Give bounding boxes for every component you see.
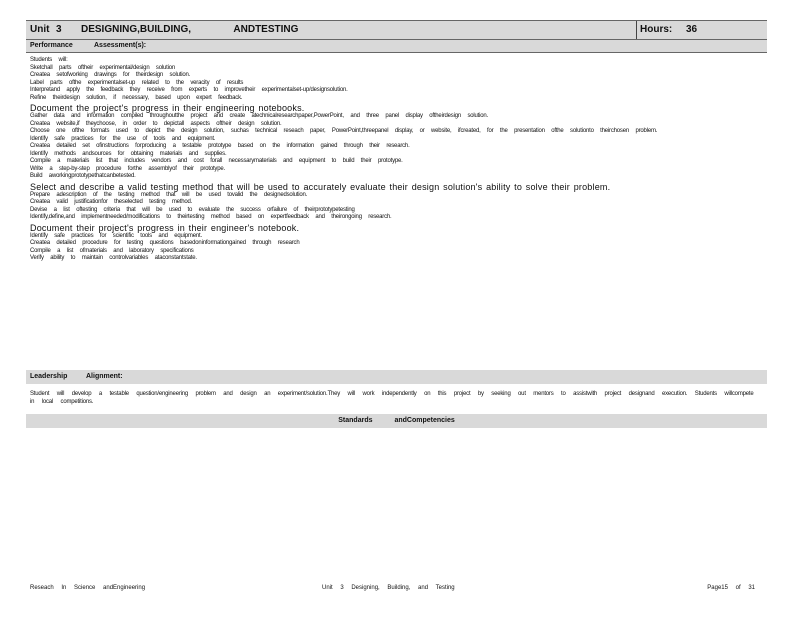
unit-title: DESIGNING,BUILDING, ANDTESTING	[81, 24, 299, 35]
performance-line: Createa detailed procedure for testing questions basedoninformationgained through research	[30, 240, 300, 246]
header-divider	[636, 21, 637, 39]
performance-line: Sketchall parts oftheir experimental/design solution	[30, 64, 176, 71]
standards-label: Standards andCompetencies	[338, 417, 455, 424]
leadership-text: Student will develop a testable question/engineering problem and design an experiment/solution.They will work independently on this project by seeking out mentors to assistwith project designand execution. Students willcompete in local competitions.	[30, 391, 754, 405]
performance-line: Students will:	[30, 57, 68, 63]
leadership-label: Leadership	[30, 373, 68, 380]
unit-header-bar	[26, 20, 767, 40]
performance-line: Choose one ofthe formats used to depict the design solution, suchas technical reseach paper, PowerPoint,threepanel display, or website, ifcreated, for the presentation ofthe solutionto theirchosen problem.	[30, 128, 658, 134]
page-footer	[30, 583, 755, 593]
performance-line: Createa detailed set ofinstructions forproducing a testable prototype based on the information gained through their research.	[30, 143, 410, 149]
section-heading: Select and describe a valid testing method that will be used to accurately evaluate their design solution's ability to solve their problem.	[30, 181, 611, 192]
unit-number: 3	[56, 24, 62, 35]
performance-line: Verify ability to maintain controlvariables ataconstantstate.	[30, 255, 197, 261]
hours-label: Hours:	[640, 24, 673, 35]
performance-line: Createa website,if theychoose, in order to depictall aspects oftheir design solution.	[30, 120, 282, 127]
performance-line: Prepare adescription of the testing method that will be used tovalid the designedsolution.	[30, 191, 308, 198]
performance-line: Refine theirdesign solution, if necessary, based upon expert feedback.	[30, 94, 243, 101]
performance-line: Build aworkingprototypethatcanbetested.	[30, 173, 136, 179]
footer-page-number: Page15 of 31	[707, 585, 755, 591]
performance-line: Gather data and information compiled throughoutthe project and create atechnicalresearchpaper,PowerPoint, and three panel display oftheirdesign solution.	[30, 113, 488, 119]
performance-content	[30, 57, 755, 263]
assessment-label: Assessment(s):	[94, 42, 147, 49]
hours-value: 36	[686, 24, 698, 35]
performance-line: Identify,define,and implementneeded/modifications to theirtesting method based on expertfeedback and theirongoing research.	[30, 214, 392, 220]
performance-line: Createa setofworking drawings for theirdesign solution.	[30, 72, 191, 78]
performance-line: Createa valid justificationfor theselected testing method.	[30, 199, 193, 205]
footer-unit: Unit 3 Designing, Building, and Testing	[322, 585, 455, 591]
performance-line: Identify safe practices for scientific tools and equipment.	[30, 232, 202, 239]
performance-line: Write a step-by-step procedure forthe assemblyof their prototype.	[30, 165, 225, 172]
performance-line: Devise a list oftesting criteria that will be used to evaluate the success orfailure of theirprototypetesting	[30, 206, 355, 213]
performance-label: Performance	[30, 42, 73, 49]
performance-line: Interpretand apply the feedback they receive from experts to improvetheir experimentalset-up/designsolution.	[30, 87, 348, 93]
unit-label: Unit	[30, 24, 50, 35]
section-heading: Document their project's progress in their engineer's notebook.	[30, 222, 300, 233]
section-heading: Document the project's progress in their engineering notebooks.	[30, 103, 305, 113]
performance-line: Label parts ofthe experimentalset-up related to the veracity of results	[30, 79, 244, 86]
performance-line: Compile a materials list that includes vendors and cost forall necessarymaterials and equipment to build their prototype.	[30, 158, 403, 164]
leadership-bar	[26, 370, 767, 384]
alignment-label: Alignment:	[86, 373, 123, 380]
performance-line: Identify safe practices for the use of tools and equipment.	[30, 135, 216, 142]
footer-course: Reseach In Science andEngineering	[30, 585, 146, 591]
standards-bar	[26, 414, 767, 428]
performance-line: Identify methods andsources for obtaining materials and supplies.	[30, 150, 227, 157]
performance-line: Compile a list ofmaterials and laboratory specifications	[30, 247, 194, 254]
performance-assessment-bar	[26, 40, 767, 53]
